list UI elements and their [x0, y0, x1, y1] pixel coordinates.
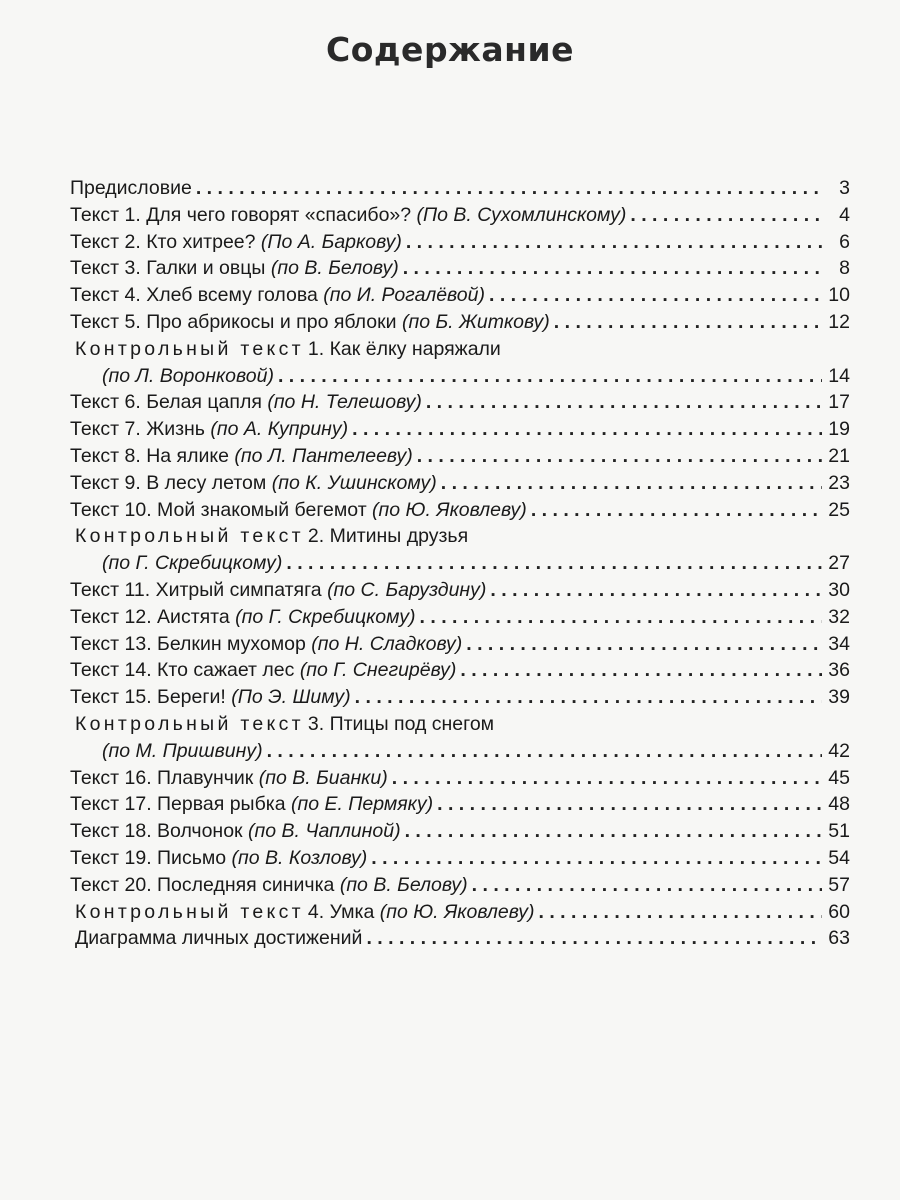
- entry-label: [70, 202, 626, 229]
- entry-page: 21: [828, 444, 850, 467]
- entry-label: [75, 711, 494, 738]
- entry-label: [70, 872, 468, 899]
- entry-page: 23: [828, 471, 850, 494]
- entry-page: 48: [828, 793, 850, 816]
- toc-entry: [70, 470, 850, 497]
- entry-label: [70, 631, 462, 658]
- toc-entry: [70, 416, 850, 443]
- entry-label: [75, 899, 534, 926]
- dot-leader: [460, 657, 822, 684]
- entry-author: (по В. Белову): [270, 257, 399, 280]
- toc-entry: [70, 738, 850, 765]
- entry-author: (по Н. Сладкову): [311, 632, 463, 655]
- entry-title: На ялике: [140, 444, 235, 467]
- entry-prefix: Текст 1.: [70, 203, 141, 226]
- entry-page: 42: [828, 739, 850, 762]
- entry-author: (По В. Сухомлинскому): [416, 203, 627, 226]
- entry-title: Жизнь: [140, 418, 211, 441]
- entry-spaced-label: Контрольный текст: [75, 525, 304, 548]
- entry-label: [70, 282, 485, 309]
- dot-leader: [392, 765, 822, 792]
- entry-label: [70, 818, 401, 845]
- entry-prefix: Текст 10.: [70, 498, 152, 521]
- entry-author: (по И. Рогалёвой): [323, 284, 485, 307]
- entry-label: [70, 604, 416, 631]
- dot-leader: [352, 416, 822, 443]
- toc-entry: [70, 497, 850, 524]
- toc-entry: [70, 255, 850, 282]
- toc-entry: [70, 389, 850, 416]
- toc-entry: [70, 925, 850, 952]
- entry-prefix: Текст 17.: [70, 793, 152, 816]
- toc-entry: [70, 684, 850, 711]
- entry-title: Галки и овцы: [140, 257, 271, 280]
- entry-label: [70, 791, 433, 818]
- entry-prefix: Текст 20.: [70, 873, 152, 896]
- entry-author: (По А. Баркову): [260, 230, 402, 253]
- entry-page: 17: [828, 391, 850, 414]
- entry-author: (по К. Ушинскому): [271, 471, 437, 494]
- dot-leader: [286, 550, 822, 577]
- entry-author: (по А. Куприну): [210, 418, 349, 441]
- entry-page: 12: [828, 310, 850, 333]
- dot-leader: [355, 684, 822, 711]
- entry-page: 34: [828, 632, 850, 655]
- toc-entry: [70, 791, 850, 818]
- entry-spaced-label: Контрольный текст: [75, 712, 304, 735]
- toc-entry: [70, 309, 850, 336]
- table-of-contents: [70, 175, 850, 952]
- entry-title: Мой знакомый бегемот: [151, 498, 373, 521]
- entry-author: (по В. Бианки): [258, 766, 388, 789]
- entry-label: [70, 416, 348, 443]
- entry-label: [102, 363, 274, 390]
- entry-author: (по Ю. Яковлеву): [372, 498, 527, 521]
- entry-prefix: Предисловие: [70, 177, 192, 199]
- entry-author: (по Г. Скребицкому): [102, 552, 283, 575]
- entry-prefix: Диаграмма личных достижений: [75, 927, 363, 950]
- entry-prefix: Текст 14.: [70, 659, 152, 682]
- entry-prefix: Текст 19.: [70, 846, 152, 869]
- dot-leader: [371, 845, 822, 872]
- entry-author: (по Н. Телешову): [267, 391, 422, 414]
- entry-label: [70, 229, 402, 256]
- entry-page: 45: [828, 766, 850, 789]
- entry-label: [70, 309, 550, 336]
- entry-title: 3. Птицы под снегом: [307, 712, 495, 735]
- entry-prefix: Текст 7.: [70, 418, 141, 441]
- entry-title: Береги!: [151, 686, 232, 709]
- dot-leader: [417, 443, 822, 470]
- dot-leader: [278, 363, 822, 390]
- toc-entry: [70, 765, 850, 792]
- toc-entry: [70, 845, 850, 872]
- entry-page: 51: [828, 820, 850, 843]
- dot-leader: [196, 175, 822, 202]
- entry-title: Кто сажает лес: [151, 659, 300, 682]
- entry-prefix: Текст 8.: [70, 444, 141, 467]
- entry-prefix: Текст 4.: [70, 284, 141, 307]
- entry-title: Белая цапля: [140, 391, 268, 414]
- entry-label: [70, 255, 399, 282]
- entry-prefix: Текст 13.: [70, 632, 152, 655]
- entry-label: [75, 925, 362, 952]
- entry-author: (по Б. Житкову): [401, 310, 550, 333]
- entry-prefix: Текст 16.: [70, 766, 152, 789]
- entry-title: В лесу летом: [140, 471, 272, 494]
- entry-page: 32: [828, 605, 850, 628]
- toc-entry: [70, 577, 850, 604]
- entry-page: 10: [828, 284, 850, 307]
- entry-label: [102, 738, 263, 765]
- dot-leader: [554, 309, 822, 336]
- entry-title: Плавунчик: [151, 766, 259, 789]
- toc-entry: [70, 711, 850, 738]
- toc-entry: [70, 657, 850, 684]
- entry-title: Аистята: [151, 605, 236, 628]
- entry-prefix: Текст 3.: [70, 257, 141, 280]
- entry-author: (по Л. Воронковой): [102, 364, 274, 387]
- entry-label: [70, 577, 486, 604]
- entry-label: [102, 550, 282, 577]
- entry-page: 6: [839, 230, 850, 253]
- toc-entry: [70, 818, 850, 845]
- entry-author: (По Э. Шиму): [231, 686, 351, 709]
- entry-title: Волчонок: [151, 820, 248, 843]
- entry-page: 57: [828, 873, 850, 896]
- entry-label: [70, 175, 192, 202]
- entry-page: 60: [828, 900, 850, 923]
- toc-entry: [70, 604, 850, 631]
- entry-page: 36: [828, 659, 850, 682]
- dot-leader: [466, 631, 822, 658]
- dot-leader: [420, 604, 822, 631]
- entry-title: Кто хитрее?: [140, 230, 261, 253]
- dot-leader: [366, 925, 822, 952]
- entry-label: [75, 523, 468, 550]
- entry-prefix: Текст 15.: [70, 686, 152, 709]
- entry-title: 1. Как ёлку наряжали: [307, 337, 501, 360]
- entry-prefix: Текст 6.: [70, 391, 141, 414]
- entry-author: (по Г. Скребицкому): [235, 605, 416, 628]
- toc-entry: [70, 523, 850, 550]
- dot-leader: [531, 497, 822, 524]
- entry-label: [70, 470, 437, 497]
- entry-spaced-label: Контрольный текст: [75, 337, 304, 360]
- entry-author: (по Е. Пермяку): [290, 793, 434, 816]
- toc-entry: [70, 202, 850, 229]
- entry-title: 4. Умка: [307, 900, 380, 923]
- entry-label: [70, 765, 388, 792]
- entry-author: (по В. Козлову): [231, 846, 368, 869]
- toc-entry: [70, 175, 850, 202]
- dot-leader: [437, 791, 822, 818]
- entry-author: (по М. Пришвину): [102, 739, 263, 762]
- entry-title: Первая рыбка: [151, 793, 291, 816]
- entry-title: Последняя синичка: [151, 873, 340, 896]
- entry-label: [70, 443, 413, 470]
- entry-label: [70, 389, 422, 416]
- dot-leader: [489, 282, 822, 309]
- entry-page: 30: [828, 578, 850, 601]
- entry-title: Для чего говорят «спасибо»?: [140, 203, 417, 226]
- entry-label: [70, 497, 527, 524]
- entry-page: 39: [828, 686, 850, 709]
- entry-page: 8: [839, 257, 850, 280]
- entry-prefix: Текст 11.: [70, 578, 151, 601]
- dot-leader: [472, 872, 822, 899]
- entry-author: (по Л. Пантелееву): [234, 444, 413, 467]
- entry-author: (по С. Баруздину): [327, 578, 487, 601]
- entry-label: [70, 845, 367, 872]
- entry-page: 19: [828, 418, 850, 441]
- dot-leader: [490, 577, 822, 604]
- entry-label: [75, 336, 501, 363]
- entry-page: 3: [839, 177, 850, 199]
- entry-author: (по В. Чаплиной): [247, 820, 401, 843]
- entry-author: (по В. Белову): [339, 873, 468, 896]
- entry-prefix: Текст 12.: [70, 605, 152, 628]
- dot-leader: [441, 470, 822, 497]
- entry-author: (по Ю. Яковлеву): [379, 900, 535, 923]
- toc-entry: [70, 282, 850, 309]
- dot-leader: [267, 738, 822, 765]
- entry-title: Хлеб всему голова: [140, 284, 324, 307]
- entry-title: 2. Митины друзья: [307, 525, 469, 548]
- dot-leader: [538, 899, 822, 926]
- entry-page: 25: [828, 498, 850, 521]
- entry-page: 14: [828, 364, 850, 387]
- toc-entry: [70, 872, 850, 899]
- entry-author: (по Г. Снегирёву): [299, 659, 457, 682]
- toc-entry: [70, 229, 850, 256]
- toc-entry: [70, 336, 850, 363]
- entry-label: [70, 657, 456, 684]
- entry-title: Хитрый симпатяга: [150, 578, 328, 601]
- entry-label: [70, 684, 351, 711]
- entry-title: Письмо: [151, 846, 232, 869]
- entry-page: 54: [828, 846, 850, 869]
- toc-entry: [70, 631, 850, 658]
- entry-title: Про абрикосы и про яблоки: [140, 310, 402, 333]
- page-title: Содержание: [326, 30, 574, 69]
- dot-leader: [630, 202, 822, 229]
- dot-leader: [426, 389, 822, 416]
- dot-leader: [406, 229, 822, 256]
- toc-entry: [70, 363, 850, 390]
- entry-spaced-label: Контрольный текст: [75, 900, 304, 923]
- entry-prefix: Текст 5.: [70, 310, 141, 333]
- entry-page: 4: [839, 203, 850, 226]
- toc-entry: [70, 899, 850, 926]
- entry-prefix: Текст 2.: [70, 230, 141, 253]
- toc-entry: [70, 443, 850, 470]
- entry-page: 63: [828, 927, 850, 950]
- dot-leader: [403, 255, 822, 282]
- dot-leader: [405, 818, 822, 845]
- toc-entry: [70, 550, 850, 577]
- entry-prefix: Текст 9.: [70, 471, 141, 494]
- entry-title: Белкин мухомор: [151, 632, 312, 655]
- entry-prefix: Текст 18.: [70, 820, 152, 843]
- entry-page: 27: [828, 552, 850, 575]
